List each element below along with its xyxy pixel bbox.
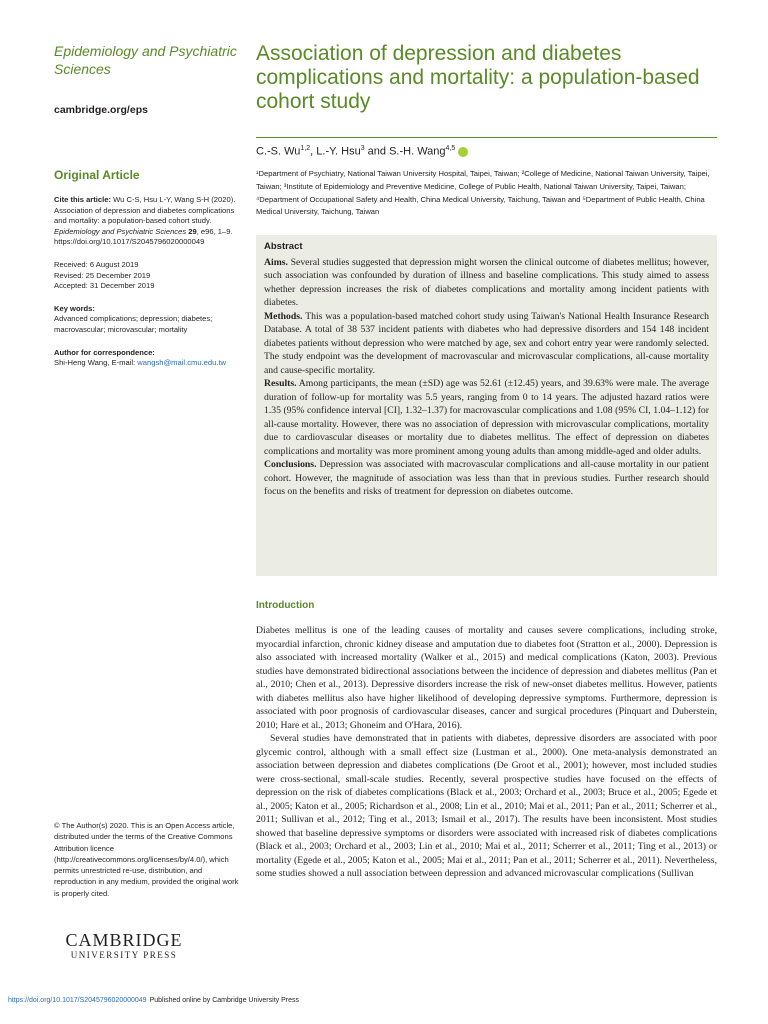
abstract-aims xyxy=(264,256,709,310)
citation-doi: , e96, 1–9. https://doi.org/10.1017/S2045796020000049 xyxy=(54,226,233,247)
abstract-conclusions-text: Depression was associated with macrovascular complications and all-cause mortality in our patient cohort. However, the magnitude of association was less than that in previous studies. Further research should focus on the benefits and risks of treatment for depression on diabetes outcome. xyxy=(264,459,709,497)
publisher-name: CAMBRIDGE xyxy=(65,930,183,950)
affiliations: ¹Department of Psychiatry, National Taiwan University Hospital, Taipei, Taiwan; ²College of Medicine, National Taiwan University, Taipei, Taiwan; ³Institute of Epidemiology and Preventive Medicine, College of Public Health, National Taiwan University, Taipei, Taiwan; ⁴Department of Occupational Safety and Health, China Medical University, Taichung, Taiwan and ⁵Department of Public Health, China Medical University, Taichung, Taiwan xyxy=(256,169,710,217)
keywords: Advanced complications; depression; diabetes; macrovascular; microvascular; mortality xyxy=(54,314,213,334)
publisher-press: UNIVERSITY PRESS xyxy=(70,950,178,960)
author-list xyxy=(256,145,468,158)
introduction-body xyxy=(256,624,717,881)
abstract-aims-text: Several studies suggested that depression might worsen the clinical outcome of diabetes mellitus; however, such association was confounded by duration of illness and baseline complications. This study aimed to assess whether depression increases the risk of diabetes complications and mortality among incident patients with diabetes. xyxy=(264,256,710,308)
dates-block xyxy=(54,260,244,292)
footer-doi-link[interactable]: https://doi.org/10.1017/S2045796020000049 xyxy=(8,997,147,1004)
orcid-icon[interactable] xyxy=(458,147,468,157)
author-name: L.-Y. Hsu xyxy=(316,145,361,158)
publisher-logo xyxy=(54,930,194,960)
author-affiliation-marker: 4,5 xyxy=(445,145,456,152)
citation-label: Cite this article: xyxy=(54,195,111,204)
article-title: Association of depression and diabetes complications and mortality: a population-based cohort study xyxy=(256,42,700,113)
author-name: C.-S. Wu xyxy=(256,145,301,158)
introduction-paragraph: Diabetes mellitus is one of the leading causes of mortality and causes severe complications, including stroke, myocardial infarction, chronic kidney disease and amputation due to diabetes foot (Stratton et al., 2000). Depression is also associated with increased mortality (Walker et al., 2015) and medical complications (Katon, 2003). Previous studies have demonstrated bidirectional associations between the incidence of depression and diabetes mellitus (Pan et al., 2010; Chen et al., 2013). Depressive disorders increase the risk of new-onset diabetes mellitus. However, patients with diabetes mellitus also have higher likelihood of developing depressive symptoms. Furthermore, depression is associated with poor prognosis of cardiovascular diseases, cancer and surgical procedures (Pinquart and Duberstein, 2010; Hare et al., 2013; Ghoneim and O'Hara, 2016). xyxy=(256,625,717,731)
page-footer xyxy=(0,997,768,1004)
accepted-date: Accepted: 31 December 2019 xyxy=(54,281,155,291)
received-date: Received: 6 August 2019 xyxy=(54,259,139,269)
abstract-aims-label: Aims. xyxy=(264,256,288,268)
citation-journal: Epidemiology and Psychiatric Sciences xyxy=(54,226,187,236)
abstract-methods xyxy=(264,310,709,378)
title-divider xyxy=(256,137,717,138)
citation-text: Wu C-S, Hsu L-Y, Wang S-H (2020). Association of depression and diabetes complications and mortality: a population-based cohort study. xyxy=(54,195,236,226)
abstract-results xyxy=(264,377,709,458)
abstract-methods-text: This was a population-based matched cohort study using Taiwan's National Health Insurance Research Database. A total of 38 537 incident patients with diabetes who had depressive disorders and 154 148 incident diabetes patients without depression who were matched by age, sex and cohort entry year were randomly selected. The study endpoint was the development of macrovascular and microvascular complications, all-cause mortality and cause-specific mortality. xyxy=(264,310,709,376)
journal-url[interactable]: cambridge.org/eps xyxy=(54,104,148,116)
keywords-block xyxy=(54,304,244,336)
introduction-heading: Introduction xyxy=(256,600,315,611)
footer-text: Published online by Cambridge University Press xyxy=(149,997,299,1004)
keywords-label: Key words: xyxy=(54,303,95,313)
abstract-results-label: Results. xyxy=(264,378,297,389)
revised-date: Revised: 25 December 2019 xyxy=(54,270,151,280)
abstract-conclusions-label: Conclusions. xyxy=(264,459,317,470)
license-notice: © The Author(s) 2020. This is an Open Access article, distributed under the terms of the Creative Commons Attribution licence (http://creativecommons.org/licenses/by/4.0/), which permits unrestricted re-use, distribution, and reproduction in any medium, provided the original work is properly cited. xyxy=(54,821,239,898)
correspondence-label: Author for correspondence: xyxy=(54,347,155,357)
abstract-results-text: Among participants, the mean (±SD) age was 52.61 (±12.45) years, and 39.63% were male. The average duration of follow-up for mortality was 5.5 years, ranging from 0 to 14 years. The adjusted hazard ratios were 1.35 (95% confidence interval [CI], 1.32–1.37) for macrovascular complications and 1.08 (95% CI, 1.04–1.12) for all-cause mortality. However, there was no association of depression with microvascular complications, mortality due to cardiovascular diseases or mortality due to diabetes mellitus. The effect of depression on diabetes complications and mortality was more prominent among young adults than among middle-aged and older adults. xyxy=(264,378,709,457)
author-affiliation-marker: 3 xyxy=(360,145,365,152)
correspondence-block xyxy=(54,348,244,369)
correspondence-name: Shi-Heng Wang, E-mail: xyxy=(54,358,136,368)
abstract-heading: Abstract xyxy=(264,241,303,252)
author-separator: and xyxy=(364,145,390,158)
abstract-methods-label: Methods. xyxy=(264,310,303,322)
article-info-sidebar xyxy=(54,168,244,381)
article-type: Original Article xyxy=(54,168,140,182)
abstract-conclusions xyxy=(264,458,709,499)
introduction-paragraph: Several studies have demonstrated that in patients with diabetes, depressive disorders are associated with poor glycemic control, although with a small effect size (Lustman et al., 2000). One meta-analysis demonstrated an association between depression and diabetes complications (De Groot et al., 2001); however, most included studies were cross-sectional, small-scale studies. Recently, several prospective studies have focused on the effects of depression on the risk of diabetes complications (Black et al., 2003; Orchard et al., 2003; Bruce et al., 2005; Egede et al., 2005; Katon et al., 2005; Richardson et al., 2008; Lin et al., 2010; Mai et al., 2011; Pan et al., 2011; Scherrer et al., 2011; Sullivan et al., 2012; Ting et al., 2013; Ismail et al., 2017). The results have been inconsistent. Most studies showed that baseline depressive symptoms or disorders were associated with increased risk of diabetes complications (Black et al., 2003; Orchard et al., 2003; Lin et al., 2010; Mai et al., 2011; Scherrer et al., 2011; Ting et al., 2013) or mortality (Egede et al., 2005; Katon et al., 2005; Mai et al., 2011; Pan et al., 2011; Scherrer et al., 2011). Nevertheless, some studies showed a null association between depression and advanced microvascular complications (Sullivan xyxy=(256,733,717,879)
author-affiliation-marker: 1,2 xyxy=(300,145,311,152)
citation-block xyxy=(54,195,244,248)
abstract-box xyxy=(256,235,717,576)
author-separator: , xyxy=(310,145,317,158)
journal-name: Epidemiology and Psychiatric Sciences xyxy=(54,43,237,77)
correspondence-email-link[interactable]: wangsh@mail.cmu.edu.tw xyxy=(137,358,227,368)
author-name: S.-H. Wang xyxy=(389,145,446,158)
citation-volume: 29 xyxy=(188,226,197,236)
